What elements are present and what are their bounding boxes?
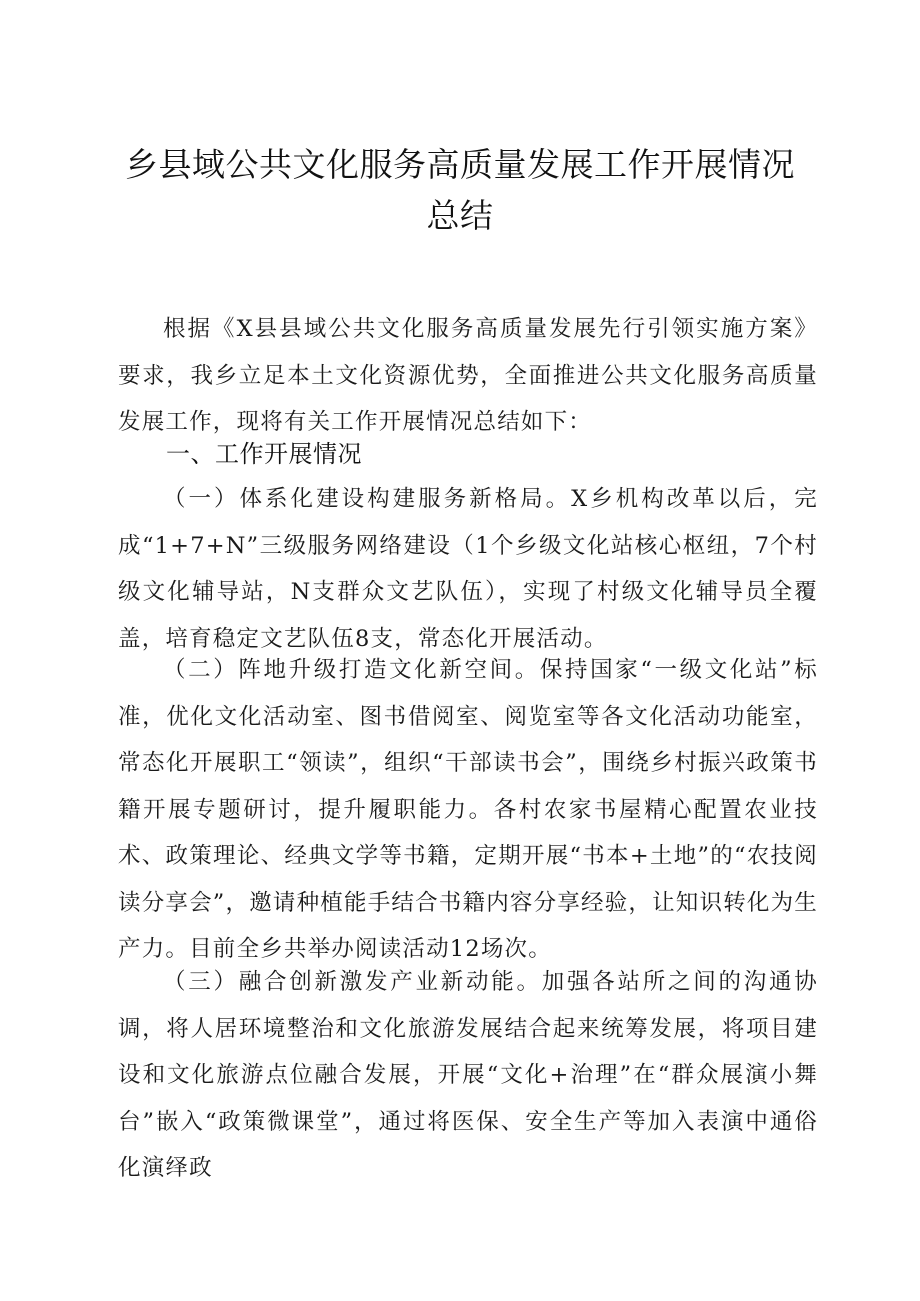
paragraph-block-2 [118, 647, 818, 973]
document-title-line2: 总结 [426, 196, 494, 235]
intro-block [118, 306, 818, 446]
body-paragraph-3: （三）融合创新激发产业新动能。加强各站所之间的沟通协调，将人居环境整治和文化旅游发展结合起来统筹发展，将项目建设和文化旅游点位融合发展，开展“文化+治理”在“群众展演小舞台”嵌入“政策微课堂”，通过将医保、安全生产等加入表演中通俗化演绎政 [118, 969, 818, 1181]
document-title-line1: 乡县域公共文化服务高质量发展工作开展情况 [125, 145, 795, 184]
body-paragraph-2: （二）阵地升级打造文化新空间。保持国家“一级文化站”标准，优化文化活动室、图书借阅室、阅览室等各文化活动功能室，常态化开展职工“领读”，组织“干部读书会”，围绕乡村振兴政策书籍开展专题研讨，提升履职能力。各村农家书屋精心配置农业技术、政策理论、经典文学等书籍，定期开展“书本+土地”的“农技阅读分享会”，邀请种植能手结合书籍内容分享经验，让知识转化为生产力。目前全乡共举办阅读活动12场次。 [118, 657, 819, 962]
section-heading-block [118, 431, 818, 478]
paragraph-block-1 [118, 476, 818, 662]
body-paragraph-1: （一）体系化建设构建服务新格局。X乡机构改革以后，完成“1+7+N”三级服务网络建设（1个乡级文化站核心枢纽，7个村级文化辅导站，N支群众文艺队伍），实现了村级文化辅导员全覆盖，培育稳定文艺队伍8支，常态化开展活动。 [118, 486, 818, 652]
intro-paragraph: 根据《X县县域公共文化服务高质量发展先行引领实施方案》要求，我乡立足本土文化资源优势，全面推进公共文化服务高质量发展工作，现将有关工作开展情况总结如下： [118, 316, 818, 435]
section-heading: 一、工作开展情况 [166, 440, 362, 468]
paragraph-block-3 [118, 959, 818, 1192]
